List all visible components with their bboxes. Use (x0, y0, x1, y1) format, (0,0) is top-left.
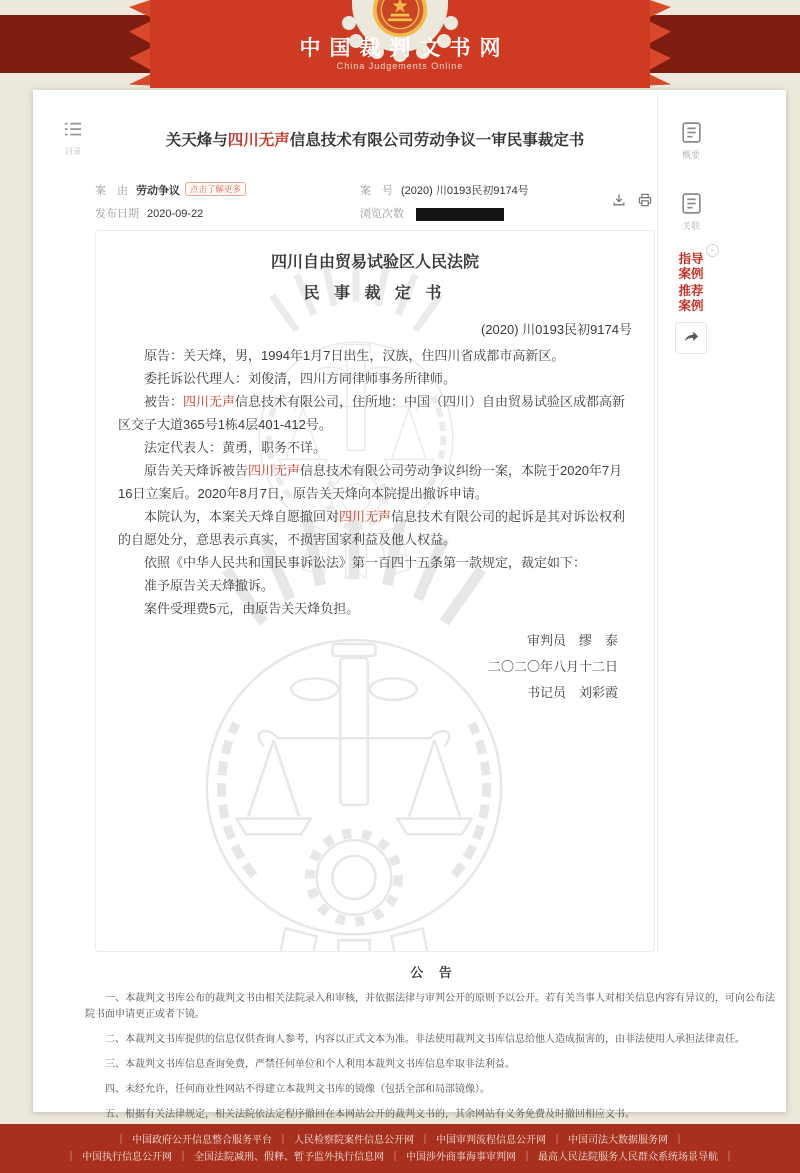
rail-red-line: 案例 (678, 267, 704, 281)
share-button[interactable] (675, 322, 707, 354)
signature-line: 审判员 缪 泰 (526, 633, 618, 648)
toc-label: 目录 (65, 147, 81, 156)
footer-link[interactable]: 中国司法大数据服务网 (568, 1135, 668, 1146)
list-icon (62, 127, 84, 144)
doc-paragraph (118, 390, 632, 436)
print-icon[interactable] (637, 192, 653, 208)
rail-red-line: 推荐 (678, 284, 704, 298)
rail-red-line: 指导 (678, 252, 704, 266)
highlight-term: 四川无声 (227, 132, 290, 149)
doc-paragraph (118, 367, 632, 390)
site-banner (0, 0, 800, 88)
announcement-item: 一、本裁判文书库公布的裁判文书由相关法院录入和审核，并依据法律与审判公开的原则予以公开。若有关当事人对相关信息内容有异议的，可向公布法院书面申请更正或者下镜。 (85, 993, 775, 1020)
document-body (118, 344, 632, 620)
case-no-label: 案 号 (360, 185, 393, 197)
views-value-redacted (416, 208, 504, 221)
rail-red-line: 案例 (678, 299, 704, 313)
text-segment: 案件受理费5元，由原告关天烽负担。 (144, 601, 360, 616)
publish-date-value: 2020-09-22 (147, 208, 204, 220)
content-card (33, 90, 786, 1120)
footer-link[interactable]: 全国法院减刑、假释、暂予监外执行信息网 (194, 1152, 384, 1163)
rail-item-summary[interactable] (661, 120, 721, 161)
judgment-document (95, 230, 655, 952)
text-segment: 法定代表人：黄勇，职务不详。 (144, 440, 327, 455)
footer-separator: ｜ (66, 1152, 76, 1163)
announcement-section (85, 962, 777, 1132)
cause-label: 案 由 (95, 185, 128, 197)
doc-paragraph (118, 574, 632, 597)
document-meta (95, 180, 655, 226)
text-segment: 原告关天烽诉被告 (144, 463, 249, 478)
footer-link[interactable]: 中国执行信息公开网 (82, 1152, 172, 1163)
rail-divider (657, 90, 658, 952)
footer-separator: ｜ (674, 1135, 684, 1146)
text-segment: 准予原告关天烽撤诉。 (144, 578, 275, 593)
doc-paragraph (118, 344, 632, 367)
rail-item-related[interactable] (661, 191, 721, 232)
download-icon[interactable] (611, 192, 627, 208)
footer-separator: ｜ (178, 1152, 188, 1163)
footer-link[interactable]: 人民检察院案件信息公开网 (294, 1135, 414, 1146)
document-icon (661, 191, 721, 216)
footer-separator: ｜ (724, 1152, 734, 1163)
announcement-items (85, 991, 777, 1123)
text-segment: 委托诉讼代理人：刘俊清，四川方同律师事务所律师。 (144, 371, 457, 386)
highlight-term: 四川无声 (248, 463, 301, 478)
recommended-cases-link[interactable] (661, 284, 721, 314)
court-name: 四川自由贸易试验区人民法院 (270, 254, 479, 271)
related-label: 关联 (681, 221, 700, 231)
views-label: 浏览次数 (360, 208, 404, 220)
meta-actions (611, 192, 653, 208)
case-number-line: (2020) 川0193民初9174号 (480, 322, 632, 337)
highlight-term: 四川无声 (183, 394, 236, 409)
case-no-group (360, 180, 529, 203)
document-type: 民 事 裁 定 书 (303, 285, 447, 302)
text-segment: 信息技术有限公司，住所地：中国（四川）自由贸易试验区成都高新区交子大道365号1栋4层401-412号。 (118, 394, 626, 432)
text-segment: 信息技术有限公司的起诉是其对诉讼权利的自愿处分，意思表示真实，不损害国家利益及他人权益。 (118, 509, 626, 547)
announcement-item: 五、根据有关法律规定，相关法院依法定程序撤回在本网站公开的裁判文书的，其余网站有义务免费及时撤回相应文书。 (105, 1109, 635, 1120)
footer-separator: ｜ (552, 1135, 562, 1146)
case-no-value: (2020) 川0193民初9174号 (401, 185, 529, 197)
text-segment: 关天烽与 (165, 132, 228, 149)
footer-separator: ｜ (420, 1135, 430, 1146)
doc-paragraph (118, 459, 632, 505)
publish-date-label: 发布日期 (95, 208, 139, 220)
announcement-item: 四、未经允许，任何商业性网站不得建立本裁判文书库的镜像（包括全部和局部镜像）。 (105, 1084, 490, 1095)
text-segment: 原告：关天烽，男，1994年1月7日出生，汉族，住四川省成都市高新区。 (144, 348, 565, 363)
signature-line: 书记员 刘彩霞 (526, 685, 618, 700)
text-segment: 信息技术有限公司劳动争议一审民事裁定书 (289, 132, 585, 149)
announcement-item: 二、本裁判文书库提供的信息仅供查询人参考，内容以正式文本为准。非法使用裁判文书库信息给他人造成损害的，由非法使用人承担法律责任。 (105, 1034, 745, 1045)
footer-separator: ｜ (522, 1152, 532, 1163)
text-segment: 信息技术有限公司劳动争议纠纷一案，本院于2020年7月16日立案后。2020年8月7日，原告关天烽向本院提出撤诉申请。 (118, 463, 623, 501)
share-arrow-icon (681, 326, 701, 351)
views-group (360, 203, 504, 226)
signature-line: 二〇二〇年八月十二日 (487, 659, 618, 674)
document-title (95, 128, 655, 150)
announcement-title: 公 告 (410, 965, 458, 980)
footer-separator: ｜ (116, 1135, 126, 1146)
signature-block (118, 628, 632, 706)
doc-paragraph (118, 436, 632, 459)
document-icon (661, 120, 721, 145)
footer-link[interactable]: 最高人民法院服务人民群众系统场景导航 (538, 1152, 718, 1163)
footer-link-row (0, 1149, 800, 1166)
site-title: 中国裁判文书网 (299, 37, 510, 60)
footer (0, 1124, 800, 1173)
site-subtitle: China Judgements Online (336, 61, 464, 71)
footer-separator: ｜ (390, 1152, 400, 1163)
footer-link[interactable]: 中国审判流程信息公开网 (436, 1135, 546, 1146)
highlight-term: 四川无声 (339, 509, 392, 524)
summary-label: 概要 (681, 150, 700, 160)
doc-paragraph (118, 597, 632, 620)
right-rail (661, 90, 721, 354)
announcement-item: 三、本裁判文书库信息查询免费，严禁任何单位和个人利用本裁判文书库信息牟取非法利益。 (105, 1059, 515, 1070)
meta-row-2 (95, 203, 655, 226)
footer-link[interactable]: 中国政府公开信息整合服务平台 (132, 1135, 272, 1146)
footer-separator: ｜ (278, 1135, 288, 1146)
collapse-toggle-icon[interactable]: ⌄ (706, 244, 719, 257)
footer-link-row (0, 1132, 800, 1149)
toc-button[interactable] (55, 120, 91, 157)
doc-paragraph (118, 505, 632, 551)
text-segment: 本院认为，本案关天烽自愿撤回对 (144, 509, 340, 524)
footer-link[interactable]: 中国涉外商事海事审判网 (406, 1152, 516, 1163)
meta-row-1 (95, 180, 655, 203)
guiding-cases-link[interactable] (661, 246, 721, 282)
doc-paragraph (118, 551, 632, 574)
text-segment: 被告： (144, 394, 184, 409)
cause-value: 劳动争议 (136, 185, 180, 197)
learn-more-badge[interactable]: 点击了解更多 (185, 182, 246, 196)
text-segment: 依照《中华人民共和国民事诉讼法》第一百四十五条第一款规定，裁定如下： (144, 555, 587, 570)
